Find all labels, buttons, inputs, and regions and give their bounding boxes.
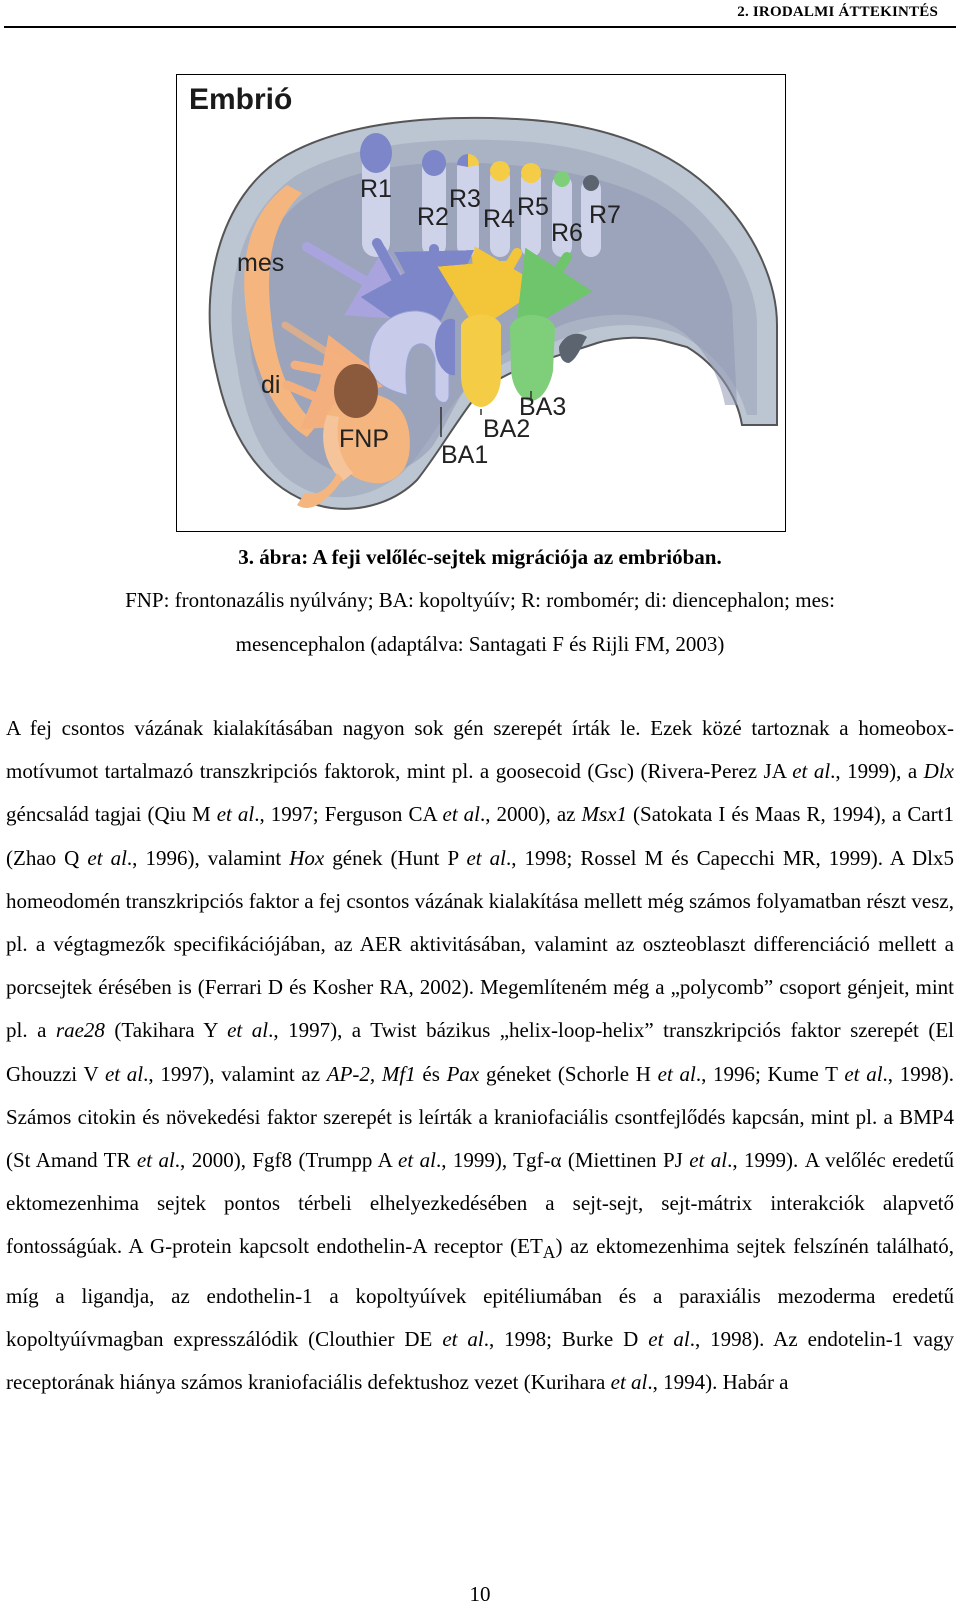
header-rule bbox=[4, 26, 956, 28]
label-ba1: BA1 bbox=[441, 441, 489, 469]
paragraph-text: A fej csontos vázának kialakításában nagyon sok gén szerepét írták le. Ezek közé tartoznak a homeobox-motívumot tartalmazó transzkripciós faktorok, mint pl. a goosecoid (Gsc) (Rivera-Perez JA et al., 1999), a Dlx géncsalád tagjai (Qiu M et al., 1997; Ferguson CA et al., 2000), az Msx1 (Satokata I és Maas R, 1994), a Cart1 (Zhao Q et al., 1996), valamint Hox gének (Hunt P et al., 1998; Rossel M és Capecchi MR, 1999). A Dlx5 homeodomén transzkripciós faktor a fej csontos vázának kialakítása mellett még számos folyamatban részt vesz, pl. a végtagmezők specifikációjában, az AER aktivitásában, valamint az oszteoblaszt differenciáció mellett a porcsejtek érésében is (Ferrari D és Kosher RA, 2002). Megemlíteném még a „polycomb” csoport génjeit, mint pl. a rae28 (Takihara Y et al., 1997), a Twist bázikus „helix-loop-helix” transzkripciós faktor szerepét (El Ghouzzi V et al., 1997), valamint az AP-2, Mf1 és Pax géneket (Schorle H et al., 1996; Kume T et al., 1998). Számos citokin és növekedési faktor szerepét is leírták a kraniofaciális csontfejlődés kapcsán, mint pl. a BMP4 (St Amand TR et al., 2000), Fgf8 (Trumpp A et al., 1999), Tgf-α (Miettinen PJ et al., 1999). A velőléc eredetű ektomezenhima sejtek pontos térbeli elhelyezkedésében a sejt-sejt, sejt-mátrix interakciók alapvető fontosságúak. A G-protein kapcsolt endothelin-A receptor $(ET_A)$ az ektomezenhima sejtek felszínén található, míg a ligandja, az endothelin-1 a kopoltyúívek epitéliumában és a paraxiális mezoderma eredetű kopoltyúívmagban expresszálódik (Clouthier DE et al., 1998; Burke D et al., 1998). Az endotelin-1 vagy receptorának hiánya számos kraniofaciális defektushoz vezet (Kurihara et al., 1994). Habár a bbox=[6, 716, 954, 1395]
label-r5: R5 bbox=[517, 193, 549, 221]
label-r1: R1 bbox=[360, 175, 392, 203]
label-r3: R3 bbox=[449, 185, 481, 213]
body-paragraph bbox=[6, 707, 954, 1404]
figure-caption-source: mesencephalon (adaptálva: Santagati F és Rijli FM, 2003) bbox=[235, 632, 725, 656]
label-ba2: BA2 bbox=[483, 415, 531, 443]
label-fnp: FNP bbox=[339, 425, 389, 453]
label-r7: R7 bbox=[589, 201, 621, 229]
section-title: 2. IRODALMI ÁTTEKINTÉS bbox=[737, 4, 938, 20]
ba3-arch bbox=[510, 315, 555, 401]
label-ba3: BA3 bbox=[519, 393, 567, 421]
ba2-arch bbox=[461, 315, 501, 408]
label-r4: R4 bbox=[483, 205, 515, 233]
label-di: di bbox=[261, 371, 281, 399]
figure-caption-line: FNP: frontonazális nyúlvány; BA: kopoltyúív; R: rombomér; di: diencephalon; mes: bbox=[125, 588, 835, 612]
figure-caption-title: 3. ábra: A feji velőléc-sejtek migrációja az embrióban. bbox=[238, 545, 722, 569]
fnp-core bbox=[334, 364, 378, 418]
page-header bbox=[0, 0, 960, 28]
label-r2: R2 bbox=[417, 203, 449, 231]
embryo-illustration bbox=[177, 75, 785, 531]
label-mes: mes bbox=[237, 249, 285, 277]
figure-title: Embrió bbox=[189, 83, 293, 116]
embryo-figure bbox=[176, 74, 786, 532]
label-r6: R6 bbox=[551, 219, 583, 247]
page-number: 10 bbox=[469, 1582, 491, 1606]
